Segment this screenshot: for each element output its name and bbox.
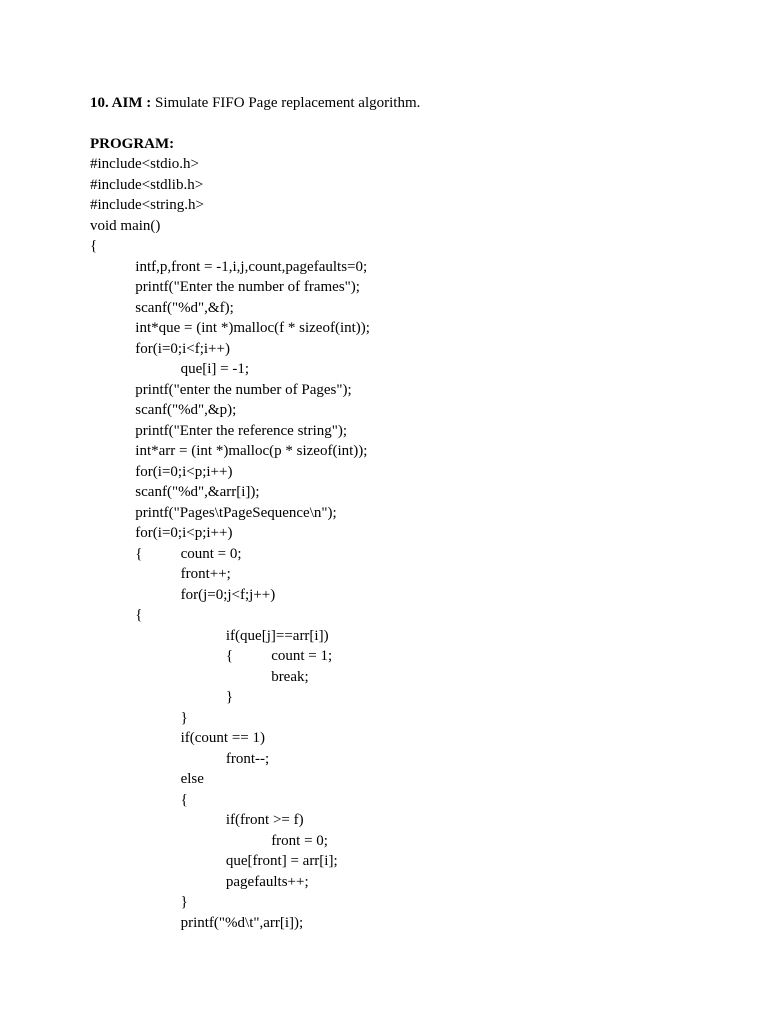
code-text: scanf("%d",&p); <box>135 402 237 418</box>
code-text: for(i=0;i<f;i++) <box>135 340 230 357</box>
code-text: front = 0; <box>271 832 328 849</box>
code-text-trailing: count = 1; <box>271 648 333 664</box>
code-text: for(j=0;j<f;j++) <box>180 586 276 603</box>
code-text: #include<stdio.h> <box>90 156 199 172</box>
aim-line <box>90 93 420 113</box>
code-text: } <box>180 894 188 910</box>
code-text: { <box>180 791 188 808</box>
code-text: else <box>180 771 204 787</box>
code-text: printf("Enter the number of frames"); <box>135 279 360 295</box>
code-text: } <box>180 709 188 726</box>
code-text: void main() <box>90 217 161 234</box>
code-text: printf("%d\t",arr[i]); <box>180 914 304 931</box>
code-text: if(front >= f) <box>225 812 304 828</box>
code-text: printf("Enter the reference string"); <box>135 422 348 439</box>
code-text: } <box>225 689 234 705</box>
code-text: pagefaults++; <box>225 873 309 890</box>
aim-text: Simulate FIFO Page replacement algorithm. <box>151 95 421 111</box>
code-text: if(count == 1) <box>180 730 265 746</box>
code-text: que[front] = arr[i]; <box>225 853 338 869</box>
code-text: { <box>135 607 143 623</box>
code-text: if(que[j]==arr[i]) <box>225 627 329 644</box>
code-text: int*que = (int *)malloc(f * sizeof(int)); <box>135 320 370 336</box>
code-text-trailing: count = 0; <box>180 545 242 562</box>
aim-label: 10. AIM : <box>90 95 152 111</box>
program-heading: PROGRAM: <box>90 136 175 152</box>
code-text: for(i=0;i<p;i++) <box>135 463 233 480</box>
code-text: scanf("%d",&arr[i]); <box>135 484 260 500</box>
code-text: { <box>225 648 234 664</box>
code-text: #include<string.h> <box>90 197 204 213</box>
code-text: for(i=0;i<p;i++) <box>135 525 233 541</box>
code-text: scanf("%d",&f); <box>135 299 234 316</box>
code-text: printf("enter the number of Pages"); <box>135 381 352 398</box>
code-text: { <box>135 545 143 562</box>
code-text: int*arr = (int *)malloc(p * sizeof(int)); <box>135 443 368 459</box>
code-text: que[i] = -1; <box>180 361 250 377</box>
code-text: break; <box>271 668 309 685</box>
code-text: intf,p,front = -1,i,j,count,pagefaults=0; <box>135 258 368 275</box>
code-text: front++; <box>180 566 231 582</box>
code-text: { <box>90 238 98 254</box>
code-text: front--; <box>225 750 270 767</box>
code-text: #include<stdlib.h> <box>90 176 204 193</box>
code-text: printf("Pages\tPageSequence\n"); <box>135 504 337 521</box>
